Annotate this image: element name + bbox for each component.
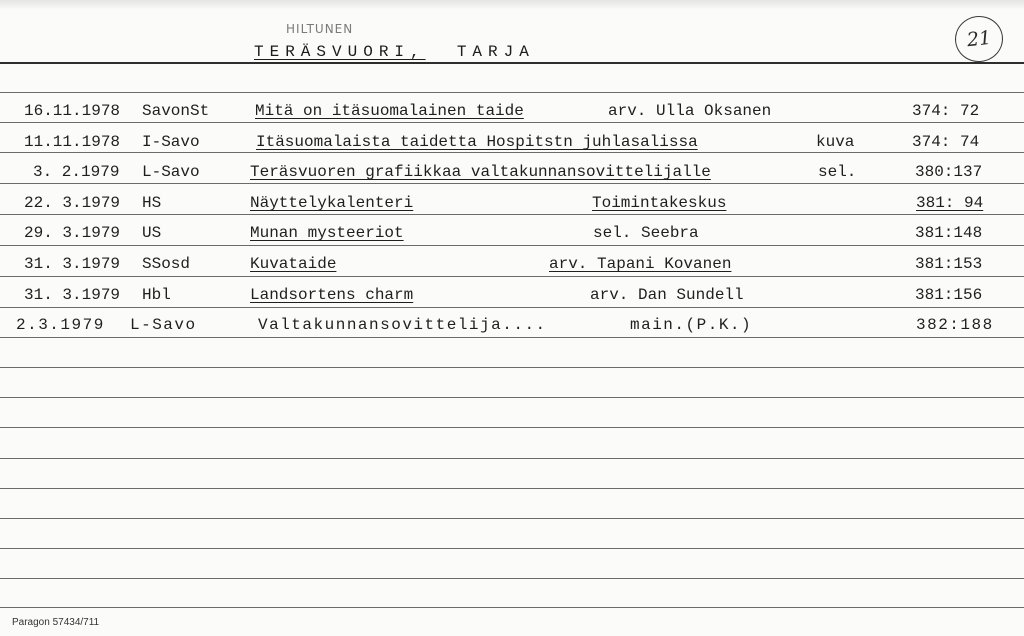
entry-date: 11.11.1978 xyxy=(24,133,121,151)
ruled-line xyxy=(0,578,1024,579)
entry-title: Kuvataide xyxy=(250,255,337,273)
ruled-line xyxy=(0,488,1024,489)
header-rule xyxy=(0,62,1024,64)
entry-ref: 374: 74 xyxy=(912,133,980,151)
ruled-line xyxy=(0,367,1024,368)
entry-date: 31. 3.1979 xyxy=(24,286,121,304)
ruled-line xyxy=(0,307,1024,308)
entry-source: HS xyxy=(142,194,162,212)
card-number: 21 xyxy=(965,26,993,52)
card-title xyxy=(254,43,535,61)
ruled-line xyxy=(0,214,1024,215)
ruled-line xyxy=(0,518,1024,519)
ruled-line xyxy=(0,92,1024,93)
entry-date: 22. 3.1979 xyxy=(24,194,121,212)
entry-title: Näyttelykalenteri xyxy=(250,194,414,212)
entry-title: Mitä on itäsuomalainen taide xyxy=(255,102,524,120)
entry-source: SavonSt xyxy=(142,102,210,120)
entry-note: kuva xyxy=(816,133,855,151)
entry-ref: 381: 94 xyxy=(916,194,984,212)
entry-ref: 380:137 xyxy=(915,163,983,181)
entry-source: Hbl xyxy=(142,286,171,304)
entry-note: Toimintakeskus xyxy=(592,194,727,212)
entry-date: 29. 3.1979 xyxy=(24,224,121,242)
title-surname: TERÄSVUORI, xyxy=(254,43,426,61)
entry-ref: 381:153 xyxy=(915,255,983,273)
entry-ref: 381:156 xyxy=(915,286,983,304)
entry-note: sel. Seebra xyxy=(593,224,699,242)
handwritten-name: HILTUNEN xyxy=(286,22,354,36)
entry-source: SSosd xyxy=(142,255,191,273)
ruled-line xyxy=(0,183,1024,184)
card-number-circle xyxy=(953,14,1006,65)
entry-title: Teräsvuoren grafiikkaa valtakunnansovittelijalle xyxy=(250,163,711,181)
entry-title: Valtakunnansovittelija.... xyxy=(258,316,547,334)
entry-note: arv. Tapani Kovanen xyxy=(549,255,732,273)
entry-date: 2.3.1979 xyxy=(16,316,105,334)
printer-imprint: Paragon 57434/711 xyxy=(12,617,100,628)
entry-ref: 382:188 xyxy=(916,316,994,334)
entry-title: Munan mysteeriot xyxy=(250,224,404,242)
paper-edge-shade xyxy=(0,0,1024,10)
entry-note: sel. xyxy=(818,163,857,181)
ruled-line xyxy=(0,548,1024,549)
entry-note: arv. Ulla Oksanen xyxy=(608,102,772,120)
entry-source: US xyxy=(142,224,162,242)
ruled-line xyxy=(0,122,1024,123)
entry-note: main.(P.K.) xyxy=(630,316,753,334)
entry-source: L-Savo xyxy=(130,316,197,334)
entry-ref: 374: 72 xyxy=(912,102,980,120)
entry-source: I-Savo xyxy=(142,133,200,151)
ruled-line xyxy=(0,245,1024,246)
entry-ref: 381:148 xyxy=(915,224,983,242)
ruled-line xyxy=(0,427,1024,428)
entry-source: L-Savo xyxy=(142,163,200,181)
ruled-line xyxy=(0,276,1024,277)
entry-date: 31. 3.1979 xyxy=(24,255,121,273)
entry-title: Landsortens charm xyxy=(250,286,414,304)
entry-date: 3. 2.1979 xyxy=(33,163,120,181)
ruled-line xyxy=(0,337,1024,338)
entry-date: 16.11.1978 xyxy=(24,102,121,120)
entry-title: Itäsuomalaista taidetta Hospitstn juhlasalissa xyxy=(256,133,698,151)
entry-note: arv. Dan Sundell xyxy=(590,286,744,304)
ruled-line xyxy=(0,458,1024,459)
ruled-line xyxy=(0,152,1024,153)
ruled-line xyxy=(0,397,1024,398)
ruled-line xyxy=(0,607,1024,608)
title-firstname: TARJA xyxy=(456,43,535,61)
